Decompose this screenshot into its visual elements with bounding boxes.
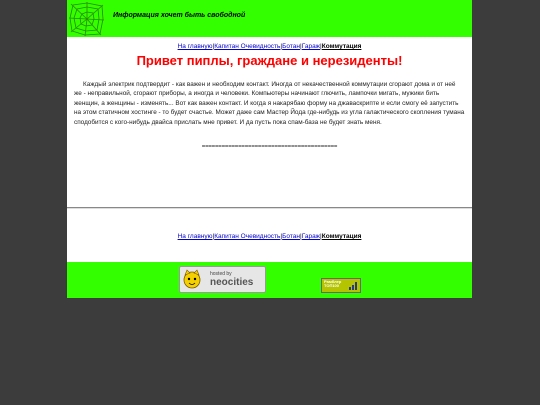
horizontal-rule [67, 207, 472, 209]
nav-separator: | [280, 43, 283, 50]
site-footer [67, 262, 472, 298]
neocities-cat-icon [182, 269, 202, 289]
page-title: Привет пиплы, граждане и нерезиденты! [136, 53, 403, 68]
nav-link-garage[interactable]: Гараж [301, 233, 321, 240]
nav-separator: | [320, 233, 322, 240]
rambler-label-line1: Рамблер [324, 279, 342, 284]
nav-link-garage[interactable]: Гараж [301, 43, 321, 50]
nav-link-home[interactable]: На главную [177, 43, 213, 50]
rambler-bars-icon [349, 281, 358, 290]
nav-separator: | [320, 43, 322, 50]
nav-link-captain[interactable]: Капитан Очевидность [214, 233, 281, 240]
nav-separator: | [280, 233, 283, 240]
nav-separator: | [212, 233, 215, 240]
rambler-label [324, 280, 341, 289]
article-text: Каждый электрик подтвердит - как важен и необходим контакт. Иногда от некачественной коммутации сгорают дома и от неё же - неправильной, сгорают приборы, а иногда и человеки. Компьютеры начинают глючить, лампочки мигать, мужики бить женщин, а женщины - изменять... Вот как важен контакт. И когда я накарябаю форму на джаваскрипте и если смогу её запустить на этом статичном хостинге - то будет счастье. Может даже сам Мастер Йода где-нибудь из угла галактического скопления тумана сподобится с кого-нибудь двайса прислать мне привет. И да пусть пока спам-база не будет знать меня. [74, 81, 465, 126]
text-divider: ========================================= [201, 144, 338, 150]
nav-link-captain[interactable]: Капитан Очевидность [214, 43, 281, 50]
nav-link-botan[interactable]: Ботан [282, 233, 300, 240]
neocities-wordmark: neocities [210, 277, 254, 288]
neocities-caption: hosted by [210, 271, 232, 277]
site-tagline: Информация хочет быть свободной [113, 12, 246, 19]
nav-link-home[interactable]: На главную [177, 233, 213, 240]
rambler-label-line2: ТОП100 [324, 283, 340, 289]
spider-web-icon [69, 2, 105, 36]
site-header [67, 0, 472, 37]
nav-link-current[interactable]: Коммутация [321, 233, 362, 240]
top-navigation [67, 43, 472, 50]
bottom-navigation [67, 233, 472, 240]
nav-link-botan[interactable]: Ботан [282, 43, 300, 50]
nav-separator: | [299, 43, 302, 50]
rambler-counter-badge[interactable] [321, 278, 361, 293]
neocities-badge[interactable] [179, 266, 266, 293]
nav-link-current[interactable]: Коммутация [321, 43, 362, 50]
page-container [67, 0, 472, 298]
nav-separator: | [212, 43, 215, 50]
nav-separator: | [299, 233, 302, 240]
